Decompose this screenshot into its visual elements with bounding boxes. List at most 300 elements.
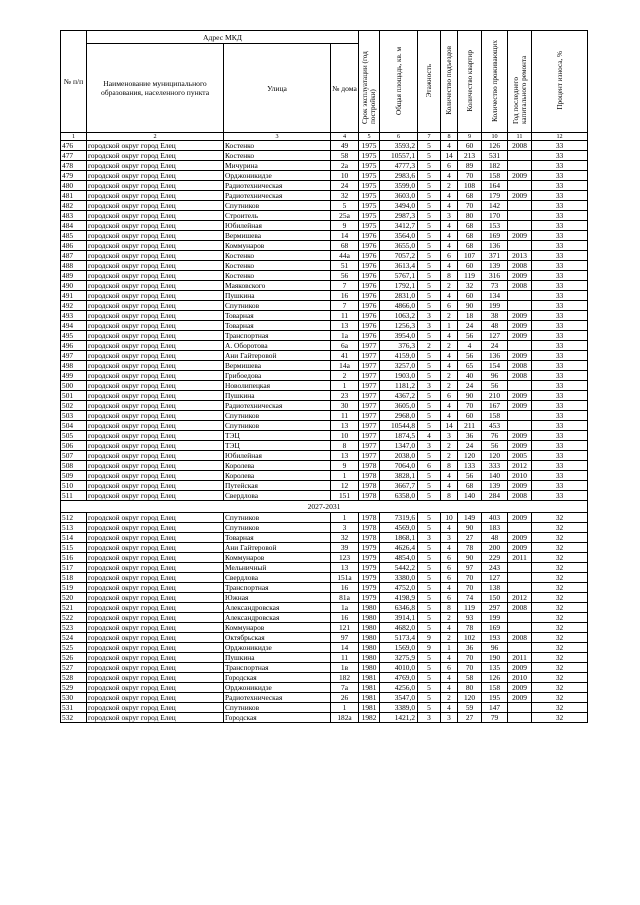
table-cell: 1980 <box>359 623 380 633</box>
table-cell: 5 <box>418 593 441 603</box>
table-cell: 2009 <box>508 441 532 451</box>
table-cell: 5 <box>418 491 441 501</box>
table-cell: 512 <box>61 513 87 523</box>
table-cell: 1976 <box>359 301 380 311</box>
table-cell: 4 <box>441 241 458 251</box>
table-cell: 1981 <box>359 693 380 703</box>
table-cell: 9 <box>418 643 441 653</box>
table-cell: 5767,1 <box>380 271 418 281</box>
table-cell: 2009 <box>508 351 532 361</box>
table-cell: 13 <box>331 421 359 431</box>
table-cell: 1978 <box>359 523 380 533</box>
table-cell: 33 <box>532 311 588 321</box>
header-municipality: Наименование муниципального образования, населенного пункта <box>87 44 224 133</box>
table-cell: 11 <box>331 411 359 421</box>
table-cell: 33 <box>532 441 588 451</box>
table-header <box>61 31 588 141</box>
table-cell: 1181,2 <box>380 381 418 391</box>
table-cell: 33 <box>532 351 588 361</box>
header-last-repair-label: Год последнего капитального ремонта <box>511 55 528 124</box>
table-cell: городской округ город Елец <box>87 613 224 623</box>
table-cell: 525 <box>61 643 87 653</box>
table-cell: Городская <box>224 713 331 723</box>
table-cell: 483 <box>61 211 87 221</box>
table-cell: 33 <box>532 481 588 491</box>
table-cell: 505 <box>61 431 87 441</box>
table-cell: 1975 <box>359 191 380 201</box>
table-cell: 1975 <box>359 151 380 161</box>
table-cell: 476 <box>61 141 87 151</box>
table-cell: 3613,4 <box>380 261 418 271</box>
table-cell: 9 <box>331 221 359 231</box>
table-cell: 32 <box>532 623 588 633</box>
table-cell: 11 <box>331 311 359 321</box>
table-cell: 56 <box>482 381 508 391</box>
table-cell: 2011 <box>508 553 532 563</box>
table-cell: 4367,2 <box>380 391 418 401</box>
table-cell: 151 <box>331 491 359 501</box>
table-cell: 3494,0 <box>380 201 418 211</box>
table-cell: 78 <box>458 623 482 633</box>
table-cell: 32 <box>532 713 588 723</box>
table-cell: 5 <box>418 211 441 221</box>
table-cell <box>508 563 532 573</box>
table-cell: 4 <box>441 221 458 231</box>
table-cell: 6346,8 <box>380 603 418 613</box>
table-row <box>61 231 588 241</box>
table-cell: 195 <box>482 693 508 703</box>
table-cell: 2 <box>441 613 458 623</box>
table-cell: 1979 <box>359 583 380 593</box>
table-cell: 2009 <box>508 693 532 703</box>
table-cell: городской округ город Елец <box>87 481 224 491</box>
table-cell: 1977 <box>359 411 380 421</box>
table-cell: городской округ город Елец <box>87 301 224 311</box>
table-cell: 530 <box>61 693 87 703</box>
table-cell: 7 <box>331 281 359 291</box>
table-cell: 504 <box>61 421 87 431</box>
table-cell: Свердлова <box>224 491 331 501</box>
table-cell: 164 <box>482 181 508 191</box>
table-cell: 284 <box>482 491 508 501</box>
table-row <box>61 583 588 593</box>
table-cell: 2009 <box>508 331 532 341</box>
table-cell: 48 <box>482 321 508 331</box>
table-cell: 32 <box>532 673 588 683</box>
table-cell: 33 <box>532 451 588 461</box>
table-cell: 33 <box>532 261 588 271</box>
table-cell: 1980 <box>359 653 380 663</box>
table-cell: 210 <box>482 391 508 401</box>
table-cell: 4 <box>441 703 458 713</box>
table-cell: Новолипецкая <box>224 381 331 391</box>
table-cell: Костенко <box>224 251 331 261</box>
table-cell: 5 <box>418 543 441 553</box>
table-row <box>61 451 588 461</box>
table-cell: 1976 <box>359 311 380 321</box>
header-residents <box>482 31 508 133</box>
table-cell: 32 <box>532 703 588 713</box>
table-cell: 2009 <box>508 231 532 241</box>
header-entrances-label: Количество подъездов <box>445 46 454 115</box>
table-cell: 102 <box>458 633 482 643</box>
table-cell: 501 <box>61 391 87 401</box>
table-cell: Вермишева <box>224 231 331 241</box>
table-cell: 5 <box>418 201 441 211</box>
table-cell: 4 <box>441 171 458 181</box>
table-cell: 134 <box>482 291 508 301</box>
table-row <box>61 543 588 553</box>
table-cell: городской округ город Елец <box>87 593 224 603</box>
table-cell: 1976 <box>359 271 380 281</box>
column-number: 8 <box>441 133 458 141</box>
table-cell: городской округ город Елец <box>87 543 224 553</box>
table-cell: 90 <box>458 523 482 533</box>
table-cell: 33 <box>532 411 588 421</box>
table-cell: 213 <box>458 151 482 161</box>
table-cell: городской округ город Елец <box>87 201 224 211</box>
table-cell: 3914,1 <box>380 613 418 623</box>
table-cell: 13 <box>331 451 359 461</box>
table-cell <box>508 573 532 583</box>
table-row <box>61 643 588 653</box>
table-cell: 158 <box>482 171 508 181</box>
table-row <box>61 673 588 683</box>
table-cell: Орджоникидзе <box>224 643 331 653</box>
table-cell: 1256,3 <box>380 321 418 331</box>
table-cell: 495 <box>61 331 87 341</box>
table-cell: 486 <box>61 241 87 251</box>
table-cell: городской округ город Елец <box>87 341 224 351</box>
table-cell: 1976 <box>359 331 380 341</box>
table-cell: 8 <box>441 461 458 471</box>
table-cell: 507 <box>61 451 87 461</box>
table-cell: 1978 <box>359 471 380 481</box>
table-cell: 4569,0 <box>380 523 418 533</box>
table-cell: 119 <box>458 603 482 613</box>
table-cell: 167 <box>482 401 508 411</box>
table-cell: 2009 <box>508 171 532 181</box>
table-row <box>61 441 588 451</box>
table-cell: 2009 <box>508 391 532 401</box>
table-row <box>61 381 588 391</box>
table-cell: 78 <box>458 543 482 553</box>
table-cell: 6 <box>441 391 458 401</box>
table-row <box>61 351 588 361</box>
table-cell: 126 <box>482 673 508 683</box>
table-cell: 2008 <box>508 361 532 371</box>
table-body-part-1 <box>61 141 588 501</box>
table-cell: 3593,2 <box>380 141 418 151</box>
table-cell: 158 <box>482 683 508 693</box>
table-cell: 5 <box>418 291 441 301</box>
register-table-wrapper <box>60 30 587 723</box>
table-cell: 33 <box>532 231 588 241</box>
table-cell: Ани Гайтеровой <box>224 351 331 361</box>
table-cell: 32 <box>532 553 588 563</box>
table-cell <box>508 381 532 391</box>
table-cell: 169 <box>482 623 508 633</box>
table-cell: городской округ город Елец <box>87 523 224 533</box>
header-house: № дома <box>331 44 359 133</box>
table-cell: городской округ город Елец <box>87 381 224 391</box>
table-cell: 1980 <box>359 663 380 673</box>
table-row <box>61 713 588 723</box>
table-cell: городской округ город Елец <box>87 371 224 381</box>
table-cell: 1980 <box>359 613 380 623</box>
table-cell: Пушкина <box>224 653 331 663</box>
table-cell: Путейская <box>224 481 331 491</box>
table-cell: городской округ город Елец <box>87 693 224 703</box>
table-cell: 58 <box>331 151 359 161</box>
table-cell: 5 <box>418 703 441 713</box>
table-cell: 491 <box>61 291 87 301</box>
table-cell: городской округ город Елец <box>87 583 224 593</box>
table-cell: 2010 <box>508 471 532 481</box>
table-cell: 1976 <box>359 321 380 331</box>
table-cell: 2008 <box>508 281 532 291</box>
table-cell: 36 <box>458 643 482 653</box>
table-cell: 5 <box>418 663 441 673</box>
table-cell: 70 <box>458 401 482 411</box>
table-cell: 8 <box>331 441 359 451</box>
table-cell: 121 <box>331 623 359 633</box>
table-cell: 4 <box>441 231 458 241</box>
table-cell: 4 <box>441 141 458 151</box>
table-cell: 3599,0 <box>380 181 418 191</box>
table-cell: 139 <box>482 481 508 491</box>
column-number: 11 <box>508 133 532 141</box>
table-cell: 27 <box>458 533 482 543</box>
table-cell: 520 <box>61 593 87 603</box>
table-cell: 4 <box>441 583 458 593</box>
table-cell: 484 <box>61 221 87 231</box>
table-cell: 4769,0 <box>380 673 418 683</box>
table-cell: 96 <box>482 371 508 381</box>
table-cell: Юбилейная <box>224 451 331 461</box>
table-cell: 4 <box>441 411 458 421</box>
table-cell: 33 <box>532 391 588 401</box>
table-row <box>61 623 588 633</box>
table-cell: городской округ город Елец <box>87 673 224 683</box>
table-cell: 58 <box>458 673 482 683</box>
table-cell: 33 <box>532 161 588 171</box>
table-cell: 32 <box>532 693 588 703</box>
table-cell: 229 <box>482 553 508 563</box>
table-cell: 4752,0 <box>380 583 418 593</box>
table-row <box>61 603 588 613</box>
table-cell: 1976 <box>359 241 380 251</box>
table-cell: 502 <box>61 401 87 411</box>
table-cell: 44а <box>331 251 359 261</box>
table-cell: 56 <box>331 271 359 281</box>
table-cell: Костенко <box>224 151 331 161</box>
table-cell: 5 <box>418 361 441 371</box>
table-cell: городской округ город Елец <box>87 553 224 563</box>
table-cell: Александровская <box>224 613 331 623</box>
table-cell: 93 <box>458 613 482 623</box>
table-cell: Коммунаров <box>224 553 331 563</box>
section-label: 2027-2031 <box>61 501 588 513</box>
table-cell: 1975 <box>359 171 380 181</box>
table-cell: 18 <box>458 311 482 321</box>
table-cell: 30 <box>331 401 359 411</box>
table-cell: 5 <box>418 583 441 593</box>
table-cell: 97 <box>331 633 359 643</box>
table-cell: 503 <box>61 411 87 421</box>
table-cell: 33 <box>532 341 588 351</box>
table-cell: 5 <box>418 573 441 583</box>
table-cell: 1874,5 <box>380 431 418 441</box>
table-cell: 506 <box>61 441 87 451</box>
table-cell: 135 <box>482 663 508 673</box>
table-cell: 5 <box>418 331 441 341</box>
table-cell: 39 <box>331 543 359 553</box>
table-cell: 32 <box>532 643 588 653</box>
table-cell: городской округ город Елец <box>87 261 224 271</box>
table-cell: 1981 <box>359 673 380 683</box>
table-cell: городской округ город Елец <box>87 211 224 221</box>
table-cell: 33 <box>532 221 588 231</box>
header-entrances <box>441 31 458 133</box>
table-cell: 523 <box>61 623 87 633</box>
table-cell: городской округ город Елец <box>87 391 224 401</box>
table-cell: ТЭЦ <box>224 431 331 441</box>
table-cell: 528 <box>61 673 87 683</box>
table-cell: 1 <box>331 513 359 523</box>
table-cell: 32 <box>532 523 588 533</box>
table-cell: 2968,0 <box>380 411 418 421</box>
table-cell: 14 <box>441 421 458 431</box>
table-cell: 5 <box>418 351 441 361</box>
table-cell: 3 <box>441 533 458 543</box>
table-cell: 149 <box>458 513 482 523</box>
table-cell: 5 <box>418 181 441 191</box>
table-cell: 70 <box>458 573 482 583</box>
table-cell: 9 <box>331 461 359 471</box>
table-cell: городской округ город Елец <box>87 623 224 633</box>
table-cell: 510 <box>61 481 87 491</box>
table-cell: 5 <box>418 563 441 573</box>
table-cell: 2005 <box>508 451 532 461</box>
table-cell: 120 <box>458 451 482 461</box>
table-cell: 2 <box>331 371 359 381</box>
table-cell: 190 <box>482 653 508 663</box>
table-cell: Ани Гайтеровой <box>224 543 331 553</box>
table-cell: 3 <box>418 441 441 451</box>
table-cell: Южная <box>224 593 331 603</box>
table-cell: 3547,0 <box>380 693 418 703</box>
table-cell: Свердлова <box>224 573 331 583</box>
table-cell: 142 <box>482 201 508 211</box>
table-row <box>61 251 588 261</box>
table-cell: Маяковского <box>224 281 331 291</box>
table-cell: 5 <box>418 411 441 421</box>
table-cell: 493 <box>61 311 87 321</box>
table-cell: 150 <box>482 593 508 603</box>
table-cell: 3 <box>418 381 441 391</box>
table-cell: 2009 <box>508 431 532 441</box>
table-cell: 518 <box>61 573 87 583</box>
table-cell: 516 <box>61 553 87 563</box>
table-cell: 532 <box>61 713 87 723</box>
table-cell: 1977 <box>359 351 380 361</box>
table-cell: 70 <box>458 201 482 211</box>
table-cell: 13 <box>331 563 359 573</box>
table-row <box>61 371 588 381</box>
table-cell: 2а <box>331 161 359 171</box>
table-cell: 2 <box>441 441 458 451</box>
table-cell: 5 <box>418 613 441 623</box>
table-cell: 4 <box>441 351 458 361</box>
table-cell: городской округ город Елец <box>87 683 224 693</box>
table-cell: 32 <box>532 533 588 543</box>
column-number: 4 <box>331 133 359 141</box>
table-cell: 3389,0 <box>380 703 418 713</box>
table-cell: 68 <box>458 481 482 491</box>
table-cell: 10 <box>331 171 359 181</box>
table-cell: 2009 <box>508 191 532 201</box>
table-cell: Юбилейная <box>224 221 331 231</box>
table-cell: 487 <box>61 251 87 261</box>
table-cell: 1979 <box>359 553 380 563</box>
table-cell: 33 <box>532 151 588 161</box>
table-cell: 4 <box>418 431 441 441</box>
table-cell: 5 <box>418 191 441 201</box>
table-cell <box>508 713 532 723</box>
table-cell: 36 <box>458 431 482 441</box>
table-cell: 56 <box>458 331 482 341</box>
table-cell: Спутников <box>224 703 331 713</box>
table-row <box>61 663 588 673</box>
table-cell: 33 <box>532 271 588 281</box>
table-cell: Пушкина <box>224 391 331 401</box>
table-cell: 496 <box>61 341 87 351</box>
table-cell: 1в <box>331 663 359 673</box>
table-cell: 108 <box>458 181 482 191</box>
header-last-repair <box>508 31 532 133</box>
table-row <box>61 471 588 481</box>
table-cell: 297 <box>482 603 508 613</box>
table-cell <box>508 151 532 161</box>
header-year <box>359 31 380 133</box>
table-cell: 6 <box>441 593 458 603</box>
table-cell: 136 <box>482 351 508 361</box>
table-cell: 11 <box>331 653 359 663</box>
table-cell: 14 <box>331 231 359 241</box>
table-cell: городской округ город Елец <box>87 653 224 663</box>
table-cell: городской округ город Елец <box>87 171 224 181</box>
table-cell: 1 <box>331 381 359 391</box>
table-row <box>61 341 588 351</box>
table-row <box>61 301 588 311</box>
table-cell: 519 <box>61 583 87 593</box>
table-row <box>61 211 588 221</box>
table-cell: 1978 <box>359 461 380 471</box>
table-cell: 6358,0 <box>380 491 418 501</box>
table-cell: 24 <box>331 181 359 191</box>
table-cell: 1868,1 <box>380 533 418 543</box>
table-cell: 513 <box>61 523 87 533</box>
table-cell: 4854,0 <box>380 553 418 563</box>
table-row <box>61 491 588 501</box>
table-cell: Радиотехническая <box>224 181 331 191</box>
table-cell: 5 <box>418 371 441 381</box>
table-cell: 3667,7 <box>380 481 418 491</box>
table-cell: 3257,0 <box>380 361 418 371</box>
table-cell: 3 <box>441 431 458 441</box>
table-cell: городской округ город Елец <box>87 471 224 481</box>
